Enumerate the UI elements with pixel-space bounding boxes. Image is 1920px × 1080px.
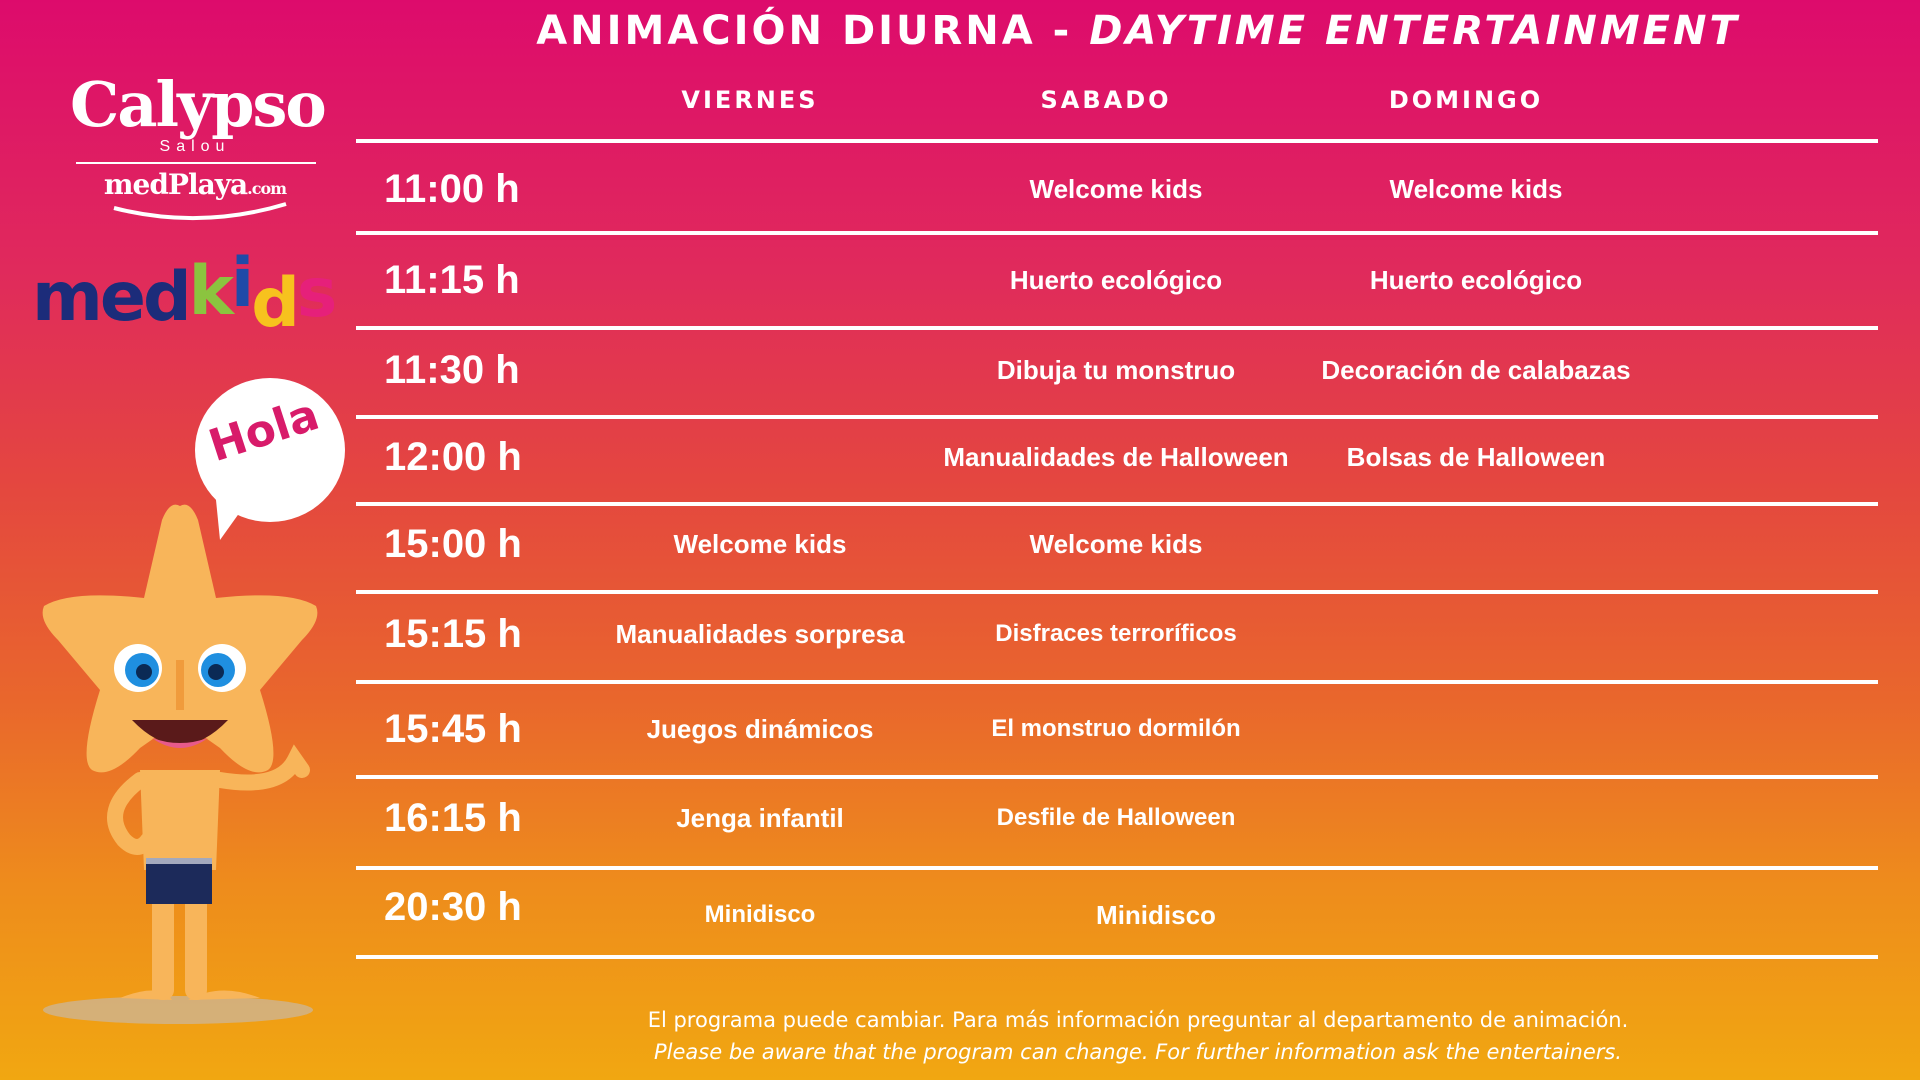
logo-divider	[76, 162, 316, 164]
title-spanish: ANIMACIÓN DIURNA -	[536, 8, 1090, 54]
schedule-row-1545	[356, 686, 1878, 772]
schedule-row-1500	[356, 501, 1878, 587]
medplaya-name: medPlaya	[103, 168, 248, 201]
page-title	[356, 8, 1920, 54]
activity-domingo	[1286, 864, 1666, 950]
time-slot: 12:00 h	[384, 435, 522, 479]
activity-sabado: Manualidades de Halloween	[943, 442, 1289, 472]
row-divider	[356, 139, 1878, 143]
schedule-row-1515	[356, 591, 1878, 677]
activity-viernes: Jenga infantil	[676, 803, 844, 833]
activity-viernes	[570, 414, 950, 500]
activity-domingo: Bolsas de Halloween	[1346, 442, 1606, 472]
activity-domingo	[1286, 501, 1666, 587]
activity-domingo	[1286, 686, 1666, 772]
activity-sabado: El monstruo dormilón	[991, 715, 1241, 742]
speech-bubble-text: Hola	[202, 388, 325, 473]
time-slot: 15:15 h	[384, 612, 522, 656]
day-header-domingo: DOMINGO	[1388, 86, 1544, 114]
schedule-row-1200	[356, 414, 1878, 500]
time-slot: 15:00 h	[384, 522, 522, 566]
activity-viernes	[570, 237, 950, 323]
time-slot: 20:30 h	[384, 885, 522, 929]
activity-sabado: Welcome kids	[1029, 529, 1203, 559]
activity-domingo	[1286, 775, 1666, 861]
medkids-s: s	[296, 254, 335, 333]
time-slot: 11:00 h	[384, 167, 520, 211]
schedule-row-1100	[356, 146, 1878, 232]
activity-domingo: Decoración de calabazas	[1321, 355, 1631, 385]
activity-sabado: Huerto ecológico	[1009, 265, 1223, 295]
disclaimer-spanish: El programa puede cambiar. Para más información preguntar al departamento de animación.	[647, 1008, 1629, 1032]
schedule-row-2030	[356, 864, 1878, 950]
starfish-mascot-icon	[20, 370, 350, 1030]
activity-sabado: Disfraces terroríficos	[995, 620, 1237, 647]
time-slot: 15:45 h	[384, 707, 522, 751]
activity-viernes: Manualidades sorpresa	[615, 619, 905, 649]
activity-domingo	[1286, 591, 1666, 677]
activity-sabado: Welcome kids	[1029, 174, 1203, 204]
salou-label: Salou	[159, 138, 231, 155]
disclaimer	[356, 1004, 1920, 1068]
medplaya-swoosh-icon	[110, 200, 290, 224]
day-header-viernes: VIERNES	[681, 86, 819, 114]
medkids-d: d	[251, 264, 297, 343]
medkids-i: i	[230, 244, 252, 323]
activity-sabado: Dibuja tu monstruo	[996, 355, 1236, 385]
calypso-logo: Calypso	[70, 68, 325, 141]
medplaya-suffix: .com	[247, 179, 287, 198]
time-slot: 16:15 h	[384, 796, 522, 840]
activity-viernes	[570, 146, 950, 232]
activity-sabado: Minidisco	[1096, 900, 1216, 930]
activity-domingo: Welcome kids	[1389, 174, 1563, 204]
row-divider	[356, 680, 1878, 684]
title-english: DAYTIME ENTERTAINMENT	[1089, 8, 1740, 54]
activity-domingo: Huerto ecológico	[1369, 265, 1583, 295]
day-header-sabado: SABADO	[1040, 86, 1172, 114]
medkids-logo	[32, 244, 335, 348]
time-slot: 11:30 h	[384, 348, 520, 392]
activity-viernes	[570, 327, 950, 413]
activity-sabado: Desfile de Halloween	[996, 804, 1236, 831]
medkids-med: med	[32, 258, 189, 337]
activity-viernes: Juegos dinámicos	[646, 714, 874, 744]
disclaimer-english: Please be aware that the program can change. For further information ask the entertainers.	[654, 1040, 1622, 1064]
medplaya-logo	[80, 168, 310, 201]
schedule-row-1615	[356, 775, 1878, 861]
schedule-row-1130	[356, 327, 1878, 413]
medkids-k: k	[188, 252, 231, 331]
activity-viernes: Welcome kids	[673, 529, 847, 559]
schedule-row-1115	[356, 237, 1878, 323]
activity-viernes: Minidisco	[704, 901, 816, 928]
time-slot: 11:15 h	[384, 258, 520, 302]
